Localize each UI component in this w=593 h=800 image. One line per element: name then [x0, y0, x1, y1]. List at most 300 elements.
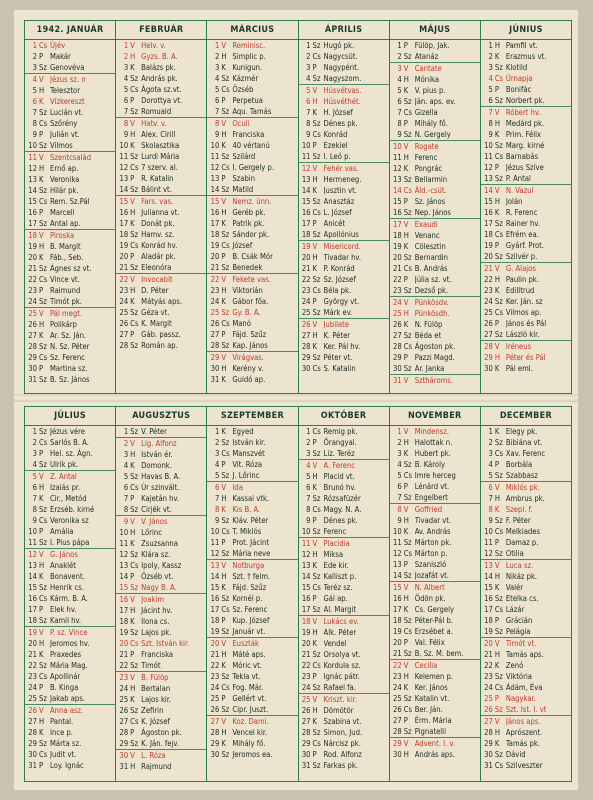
saint-name: Pál eml. — [505, 364, 533, 373]
weekday: Sz — [403, 649, 412, 658]
weekday: V — [403, 376, 409, 385]
day-number: 9 — [306, 516, 311, 525]
saint-name: Sarlós B. A. — [50, 438, 89, 447]
day-row — [481, 571, 571, 582]
day-row — [481, 129, 571, 140]
day-number: 4 — [397, 75, 402, 84]
weekday: V — [221, 561, 227, 570]
week-block — [25, 705, 115, 771]
day-number: 10 — [119, 141, 129, 150]
weekday: Cs — [494, 74, 504, 83]
weekday: H — [130, 286, 136, 295]
saint-name: Őrangyal. — [323, 438, 357, 447]
saint-name: B. Sz. M. bem. — [414, 649, 464, 658]
day-number: 19 — [119, 241, 129, 250]
week-block — [481, 263, 571, 341]
saint-name: Elegy pk. — [505, 427, 538, 436]
weekday: Cs — [130, 717, 139, 726]
weekday: H — [494, 353, 500, 362]
saint-name: Ulrik pk. — [50, 460, 79, 469]
saint-name: Nemz. ünn. — [232, 197, 272, 206]
day-row — [481, 626, 571, 637]
day-number: 8 — [32, 505, 37, 514]
day-row — [299, 448, 389, 459]
saint-name: Barnabás — [505, 152, 539, 161]
day-row — [299, 185, 389, 196]
day-row — [25, 716, 115, 727]
weekday: V — [403, 505, 409, 514]
weekday: K — [221, 505, 226, 514]
saint-name: Joakim — [141, 595, 165, 604]
day-row — [207, 274, 297, 285]
weekday: Cs — [403, 549, 413, 558]
day-number: 29 — [301, 353, 311, 362]
day-number: 1 — [214, 41, 220, 50]
weekday: P — [221, 694, 226, 703]
day-row — [116, 162, 206, 173]
saint-name: Hamv. sz. — [141, 230, 175, 239]
day-number: 13 — [301, 175, 311, 184]
saint-name: Ker. Ján. sz — [505, 297, 543, 306]
weekday: H — [39, 320, 45, 329]
weekday: P — [39, 449, 44, 458]
saint-name: Kriszt. kir. — [323, 695, 357, 704]
weekday: V — [403, 220, 409, 229]
week-block — [25, 308, 115, 385]
day-row — [299, 252, 389, 263]
day-number: 29 — [484, 739, 493, 748]
weekday: Sz — [494, 174, 503, 183]
saint-name: Hubert pk. — [414, 449, 451, 458]
day-number: 7 — [214, 494, 220, 503]
month-name: 1942. JANUÁR — [25, 21, 115, 40]
day-row — [25, 74, 115, 85]
day-number: 31 — [28, 761, 37, 770]
day-row — [390, 582, 480, 593]
day-number: 27 — [210, 330, 220, 339]
weekday: V — [39, 309, 44, 318]
weekday: K — [221, 427, 226, 436]
day-row — [207, 593, 297, 604]
weekday: P — [221, 252, 226, 261]
weekday: V — [130, 751, 135, 760]
day-number: 9 — [397, 516, 402, 525]
week-block — [390, 660, 480, 738]
day-row — [390, 263, 480, 274]
weekday: Cs — [221, 319, 230, 328]
day-list — [299, 40, 389, 393]
day-number: 6 — [214, 96, 220, 105]
weekday: V — [221, 353, 227, 362]
day-number: 9 — [32, 516, 37, 525]
day-row — [207, 329, 297, 340]
weekday: K — [403, 449, 409, 458]
weekday: Sz — [403, 175, 412, 184]
saint-name: I. Leó p. — [323, 152, 351, 161]
day-row — [299, 738, 389, 749]
day-number: 23 — [119, 286, 129, 295]
day-number: 7 — [306, 108, 311, 117]
weekday: Sz — [130, 472, 139, 481]
saint-name: Kordula sz. — [323, 661, 361, 670]
day-number: 16 — [28, 594, 37, 603]
day-row — [481, 162, 571, 173]
day-row — [481, 638, 571, 649]
day-row — [25, 705, 115, 716]
day-number: 2 — [306, 52, 311, 61]
day-number: 28 — [28, 728, 37, 737]
weekday: Sz — [403, 493, 412, 502]
weekday: K — [221, 141, 226, 150]
weekday: Cs — [130, 639, 139, 648]
month-name: DECEMBER — [481, 407, 571, 426]
day-number: 16 — [119, 595, 129, 604]
day-number: 27 — [392, 331, 402, 340]
day-number: 2 — [397, 438, 402, 447]
day-number: 13 — [301, 561, 311, 570]
day-number: 26 — [484, 705, 493, 714]
day-number: 15 — [119, 583, 129, 592]
week-block — [481, 341, 571, 374]
day-number: 13 — [392, 175, 402, 184]
day-row — [481, 671, 571, 682]
day-row — [116, 218, 206, 229]
weekday: Cs — [494, 152, 504, 161]
day-row — [390, 274, 480, 285]
day-number: 1 — [306, 41, 311, 50]
saint-name: Román ap. — [141, 341, 178, 350]
saint-name: Timót pk. — [50, 297, 82, 306]
saint-name: Hermeneg. — [323, 175, 362, 184]
day-number: 30 — [392, 750, 402, 759]
day-number: 24 — [210, 297, 220, 306]
saint-name: Húsvétvas. — [323, 86, 362, 95]
saint-name: Sz. Ferenc — [50, 353, 85, 362]
week-block — [207, 426, 297, 482]
saint-name: Vit. Róza — [232, 460, 263, 469]
day-row — [116, 571, 206, 582]
weekday: P — [39, 286, 44, 295]
day-row — [481, 727, 571, 738]
day-number: 21 — [301, 264, 311, 273]
weekday: Sz — [221, 152, 230, 161]
day-number: 29 — [301, 739, 311, 748]
weekday: Sz — [312, 152, 321, 161]
day-number: 11 — [392, 153, 402, 162]
day-number: 21 — [484, 264, 493, 273]
day-row — [390, 726, 480, 737]
day-row — [116, 274, 206, 285]
day-row — [207, 660, 297, 671]
saint-name: Vencel kir. — [232, 728, 268, 737]
day-row — [390, 118, 480, 129]
saint-name: Jeromos hv. — [50, 639, 90, 648]
day-number: 29 — [28, 739, 37, 748]
day-number: 24 — [301, 297, 311, 306]
day-number: 26 — [210, 705, 220, 714]
saint-name: Szilveszter — [505, 761, 543, 770]
saint-name: Ágnes sz vt. — [50, 264, 92, 273]
month-column — [298, 407, 389, 781]
day-row — [299, 174, 389, 185]
weekday: K — [312, 108, 317, 117]
saint-name: Mónika — [414, 75, 439, 84]
weekday: Sz — [494, 672, 503, 681]
saint-name: Notburga — [232, 561, 265, 570]
saint-name: Lőrinc — [141, 528, 162, 537]
weekday: V — [130, 275, 135, 284]
weekday: V — [130, 595, 135, 604]
day-row — [299, 341, 389, 352]
day-number: 12 — [484, 163, 493, 172]
day-row — [116, 51, 206, 62]
weekday: K — [130, 539, 135, 548]
day-row — [299, 705, 389, 716]
weekday: H — [403, 594, 409, 603]
saint-name: Miklós pk. — [505, 483, 540, 492]
saint-name: Venanc — [414, 231, 440, 240]
weekday: Cs — [39, 516, 48, 525]
week-block — [116, 672, 206, 750]
saint-name: Egyed — [232, 427, 254, 436]
day-number: 10 — [484, 141, 493, 150]
saint-name: Ince p. — [50, 728, 73, 737]
week-block — [481, 560, 571, 638]
day-number: 23 — [392, 286, 402, 295]
week-block — [299, 460, 389, 538]
weekday: Sz — [130, 74, 139, 83]
day-row — [299, 285, 389, 296]
day-number: 6 — [488, 483, 493, 492]
day-number: 14 — [119, 572, 129, 581]
saint-name: Helv. v. — [141, 41, 166, 50]
day-row — [481, 107, 571, 118]
saint-name: Lig. Alfonz — [141, 439, 177, 448]
weekday: Cs — [403, 264, 413, 273]
week-block — [481, 482, 571, 560]
day-row — [299, 196, 389, 207]
saint-name: R. Ferenc — [505, 208, 538, 217]
weekday: Cs — [494, 449, 504, 458]
day-number: 5 — [488, 85, 493, 94]
weekday: Cs — [130, 85, 139, 94]
saint-name: Julián vt. — [50, 130, 80, 139]
saint-name: Remig pk. — [323, 427, 358, 436]
day-number: 20 — [210, 252, 220, 261]
day-row — [25, 459, 115, 470]
day-number: 7 — [397, 493, 402, 502]
saint-name: Valér — [505, 583, 524, 592]
day-row — [390, 129, 480, 140]
day-row — [390, 196, 480, 207]
day-number: 22 — [301, 275, 311, 284]
saint-name: Xav. Ferenc — [505, 449, 546, 458]
weekday: V — [312, 164, 318, 173]
day-number: 19 — [28, 242, 37, 251]
weekday: K — [221, 661, 226, 670]
day-row — [299, 330, 389, 341]
weekday: H — [403, 438, 409, 447]
saint-name: Romuald — [141, 107, 172, 116]
day-row — [299, 582, 389, 593]
day-row — [299, 716, 389, 727]
day-number: 23 — [301, 672, 311, 681]
day-row — [481, 207, 571, 218]
saint-name: Makár — [50, 52, 71, 61]
saint-name: T. Miklós — [232, 527, 262, 536]
weekday: K — [221, 219, 226, 228]
day-number: 5 — [397, 471, 402, 480]
weekday: Sz — [221, 230, 230, 239]
day-number: 27 — [28, 331, 37, 340]
weekday: Cs — [312, 505, 321, 514]
weekday: V — [403, 661, 409, 670]
week-block — [299, 85, 389, 163]
saint-name: Jácint hv. — [141, 606, 173, 615]
day-row — [299, 515, 389, 526]
saint-name: I. Gergely p. — [232, 163, 275, 172]
weekday: K — [312, 561, 317, 570]
saint-name: Húsvéthét. — [323, 97, 361, 106]
day-row — [481, 716, 571, 727]
weekday: Sz — [221, 185, 230, 194]
day-row — [207, 262, 297, 273]
weekday: Sz — [312, 605, 321, 614]
month-name: OKTÓBER — [299, 407, 389, 426]
saint-name: Áld.-csüt. — [414, 186, 447, 195]
week-block — [390, 375, 480, 386]
day-row — [207, 352, 297, 363]
saint-name: Úrnapja — [505, 74, 533, 83]
day-number: 5 — [214, 85, 220, 94]
week-block — [481, 426, 571, 482]
day-row — [299, 549, 389, 560]
weekday: H — [221, 286, 227, 295]
saint-name: Mátyás aps. — [141, 297, 183, 306]
day-number: 3 — [214, 449, 220, 458]
weekday: P — [312, 219, 317, 228]
day-number: 9 — [123, 517, 129, 526]
weekday: H — [494, 119, 500, 128]
day-row — [116, 129, 206, 140]
day-row — [116, 649, 206, 660]
weekday: K — [403, 605, 409, 614]
day-row — [207, 118, 297, 129]
weekday: K — [494, 661, 500, 670]
day-row — [390, 504, 480, 515]
day-number: 28 — [28, 342, 37, 351]
week-block — [299, 616, 389, 694]
saint-name: Ján. aps. ev. — [414, 97, 456, 106]
day-number: 25 — [210, 694, 220, 703]
day-number: 11 — [28, 153, 37, 162]
saint-name: Péter-Pál b. — [414, 616, 453, 625]
day-row — [390, 660, 480, 671]
day-row — [116, 118, 206, 129]
weekday: Sz — [39, 505, 47, 514]
weekday: Sz — [403, 253, 412, 262]
saint-name: Szabbasz — [505, 471, 538, 480]
weekday: K — [494, 208, 500, 217]
day-number: 8 — [214, 119, 220, 128]
weekday: Cs — [494, 605, 504, 614]
saint-name: Máté aps. — [232, 650, 266, 659]
day-row — [25, 174, 115, 185]
day-row — [390, 693, 480, 704]
day-number: 14 — [28, 186, 37, 195]
saint-name: Klotild — [505, 63, 528, 72]
saint-name: Mária neve — [232, 549, 271, 558]
weekday: V — [403, 427, 409, 436]
day-number: 19 — [119, 628, 129, 637]
weekday: Sz — [130, 230, 139, 239]
saint-name: Gál ap. — [323, 594, 348, 603]
day-row — [390, 738, 480, 749]
week-block — [116, 196, 206, 274]
day-row — [481, 51, 571, 62]
day-row — [390, 637, 480, 648]
day-number: 6 — [123, 483, 129, 492]
weekday: K — [221, 583, 226, 592]
weekday: V — [39, 231, 44, 240]
day-row — [299, 437, 389, 448]
weekday: Sz — [312, 308, 321, 317]
saint-name: Ar. Janka — [414, 364, 445, 373]
day-number: 8 — [214, 505, 220, 514]
day-number: 24 — [119, 297, 129, 306]
saint-name: N. Vazul — [505, 186, 534, 195]
saint-name: Anasztáz — [323, 197, 355, 206]
day-number: 18 — [301, 617, 311, 626]
day-number: 29 — [392, 353, 402, 362]
day-number: 7 — [488, 108, 493, 117]
day-row — [25, 330, 115, 341]
day-number: 2 — [32, 52, 37, 61]
weekday: Sz — [494, 63, 503, 72]
day-row — [481, 296, 571, 307]
day-row — [390, 207, 480, 218]
week-block — [116, 426, 206, 438]
day-row — [207, 482, 297, 493]
day-row — [390, 85, 480, 96]
day-number: 24 — [210, 683, 220, 692]
weekday: P — [39, 605, 44, 614]
saint-name: Mihály fő. — [414, 119, 448, 128]
day-number: 7 — [488, 494, 493, 503]
saint-name: Euszták — [232, 639, 259, 648]
day-number: 21 — [210, 650, 220, 659]
weekday: H — [494, 650, 500, 659]
saint-name: 40 vértanú — [232, 141, 270, 150]
day-number: 20 — [392, 253, 402, 262]
day-number: 1 — [397, 427, 402, 436]
day-row — [25, 682, 115, 693]
day-number: 23 — [210, 286, 220, 295]
saint-name: Farkas pk. — [323, 761, 358, 770]
day-number: 8 — [488, 119, 493, 128]
weekday: Sz — [312, 275, 321, 284]
saint-name: Gáb. passz. — [141, 330, 181, 339]
day-row — [299, 363, 389, 374]
saint-name: Hugó pk. — [323, 41, 355, 50]
day-number: 30 — [28, 750, 37, 759]
day-number: 11 — [119, 152, 129, 161]
day-row — [481, 185, 571, 196]
weekday: Sz — [494, 252, 503, 261]
day-number: 28 — [392, 342, 402, 351]
weekday: K — [130, 617, 135, 626]
saint-name: Etelka cs. — [505, 594, 539, 603]
